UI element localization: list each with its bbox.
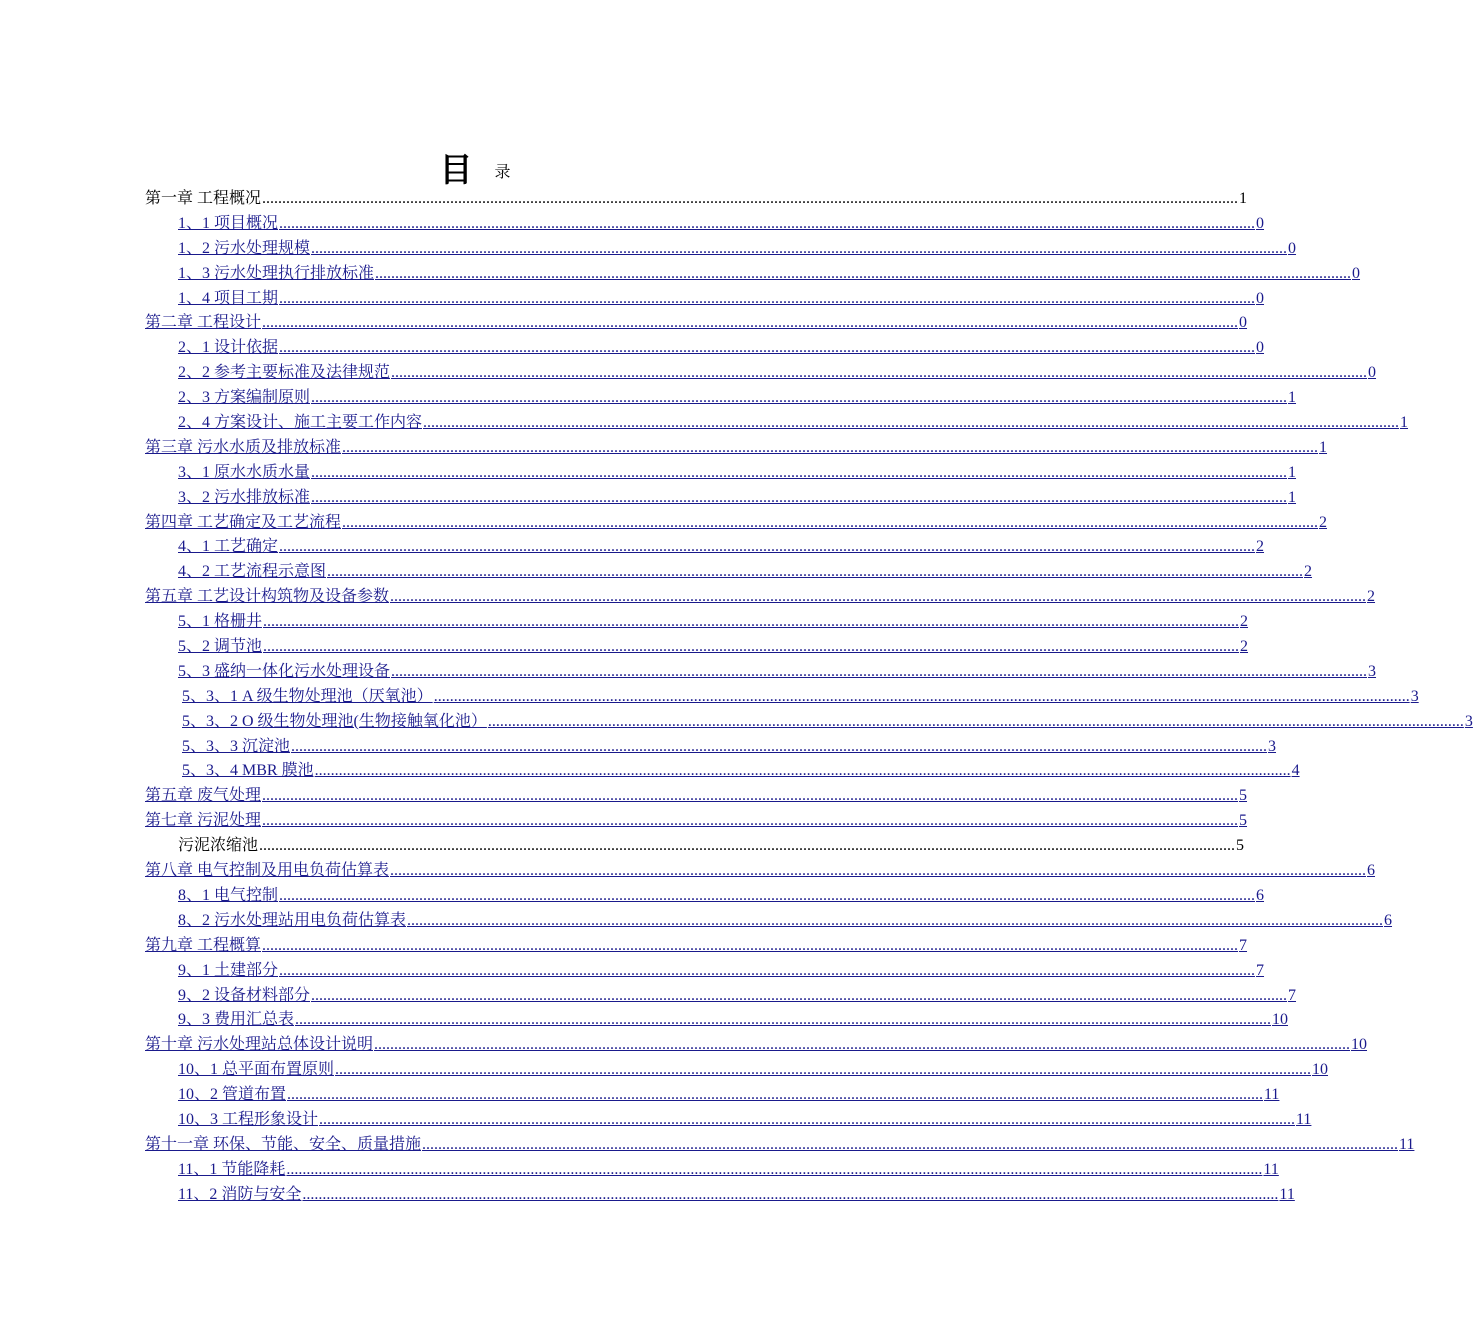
toc-dot-leader (391, 361, 1367, 386)
toc-entry-page-number: 10 (1312, 1061, 1329, 1079)
toc-entry-label: 第七章 污泥处理 (145, 812, 262, 830)
toc-entry[interactable] (145, 461, 1297, 486)
toc-entry[interactable] (145, 610, 1249, 635)
toc-entry-page-number: 6 (1256, 886, 1265, 904)
toc-entry-page-number: 3 (1268, 737, 1277, 755)
toc-dot-leader (291, 735, 1267, 760)
toc-entry-label: 第十章 污水处理站总体设计说明 (145, 1036, 374, 1054)
toc-entry[interactable] (145, 1183, 1295, 1208)
toc-entry[interactable] (145, 1133, 1415, 1158)
toc-entry[interactable] (145, 237, 1297, 262)
toc-entry-label: 11、2 消防与安全 (178, 1185, 302, 1203)
toc-dot-leader (287, 1083, 1263, 1108)
toc-dot-leader (259, 834, 1235, 859)
toc-entry[interactable] (145, 311, 1248, 336)
toc-entry-page-number: 0 (1256, 339, 1265, 357)
toc-entry-page-number: 2 (1319, 513, 1328, 531)
toc-entry[interactable] (145, 1008, 1289, 1033)
toc-entry[interactable] (145, 710, 1473, 735)
toc-entry-page-number: 1 (1288, 488, 1297, 506)
toc-entry-page-number: 1 (1239, 190, 1248, 207)
toc-entry-page-number: 11 (1263, 1160, 1279, 1178)
toc-entry-label: 2、2 参考主要标准及法律规范 (178, 364, 391, 382)
toc-dot-leader (319, 1108, 1295, 1133)
toc-entry-label: 9、3 费用汇总表 (178, 1011, 295, 1029)
toc-entry-label: 5、3、2 O 级生物处理池(生物接触氧化池） (182, 712, 487, 730)
toc-dot-leader (262, 311, 1238, 336)
toc-entry-page-number: 0 (1368, 364, 1377, 382)
toc-entry-page-number: 0 (1256, 214, 1265, 232)
toc-entry-page-number: 5 (1236, 837, 1245, 855)
toc-entry[interactable] (145, 511, 1328, 536)
toc-entry-label: 1、2 污水处理规模 (178, 239, 311, 257)
toc-entry-label: 第一章 工程概况 (145, 190, 262, 207)
toc-entry-page-number: 11 (1399, 1135, 1415, 1153)
toc-entry-page-number: 2 (1304, 563, 1313, 581)
toc-dot-leader (311, 237, 1287, 262)
toc-entry-page-number: 1 (1319, 438, 1328, 456)
toc-entry-label: 9、2 设备材料部分 (178, 986, 311, 1004)
toc-dot-leader (295, 1008, 1271, 1033)
toc-dot-leader (390, 585, 1366, 610)
toc-entry[interactable] (145, 685, 1419, 710)
toc-entry-label: 4、1 工艺确定 (178, 538, 279, 556)
toc-title (0, 140, 950, 189)
toc-entry-page-number: 0 (1239, 314, 1248, 332)
toc-entry-label: 第五章 废气处理 (145, 787, 262, 805)
toc-entry-label: 5、3、4 MBR 膜池 (182, 762, 314, 780)
toc-entry-label: 3、1 原水水质水量 (178, 463, 311, 481)
toc-dot-leader (279, 212, 1255, 237)
toc-entry[interactable] (145, 585, 1376, 610)
toc-entry[interactable] (145, 959, 1265, 984)
toc-entry-label: 9、1 土建部分 (178, 961, 279, 979)
toc-entry-label: 5、3 盛纳一体化污水处理设备 (178, 662, 391, 680)
toc-dot-leader (391, 660, 1367, 685)
toc-entry-page-number: 7 (1256, 961, 1265, 979)
toc-entry[interactable] (145, 1083, 1280, 1108)
toc-dot-leader (279, 959, 1255, 984)
toc-entry[interactable] (145, 486, 1297, 511)
toc-entry-page-number: 3 (1410, 687, 1419, 705)
toc-dot-leader (279, 336, 1255, 361)
toc-entry-label: 5、3、1 A 级生物处理池（厌氧池） (182, 687, 433, 705)
toc-entry[interactable] (145, 735, 1277, 760)
toc-dot-leader (311, 486, 1287, 511)
toc-entry-label: 第四章 工艺确定及工艺流程 (145, 513, 342, 531)
toc-entry-page-number: 1 (1288, 463, 1297, 481)
toc-dot-leader (279, 535, 1255, 560)
toc-entry-label: 10、2 管道布置 (178, 1086, 287, 1104)
toc-entry-page-number: 1 (1288, 389, 1297, 407)
toc-entry[interactable] (145, 1158, 1279, 1183)
toc-entry[interactable] (145, 1108, 1312, 1133)
table-of-contents (145, 187, 1473, 1208)
toc-dot-leader (263, 610, 1239, 635)
toc-entry-label: 5、1 格栅井 (178, 613, 263, 631)
toc-dot-leader (488, 710, 1464, 735)
toc-dot-leader (279, 884, 1255, 909)
toc-dot-leader (342, 511, 1318, 536)
toc-dot-leader (311, 461, 1287, 486)
toc-entry-page-number: 6 (1384, 911, 1393, 929)
toc-entry-label: 8、1 电气控制 (178, 886, 279, 904)
toc-entry[interactable] (145, 984, 1297, 1009)
toc-entry[interactable] (145, 361, 1377, 386)
toc-entry[interactable] (145, 1033, 1368, 1058)
toc-entry-label: 1、3 污水处理执行排放标准 (178, 264, 375, 282)
toc-entry-page-number: 0 (1288, 239, 1297, 257)
toc-dot-leader (262, 187, 1238, 212)
toc-entry-page-number: 11 (1264, 1086, 1280, 1104)
toc-entry-page-number: 0 (1256, 289, 1265, 307)
toc-entry-label: 第九章 工程概算 (145, 936, 262, 954)
toc-entry-label: 2、4 方案设计、施工主要工作内容 (178, 414, 423, 432)
toc-entry-page-number: 0 (1352, 264, 1361, 282)
toc-entry-page-number: 2 (1367, 588, 1376, 606)
toc-dot-leader (286, 1158, 1262, 1183)
toc-dot-leader (342, 436, 1318, 461)
toc-entry-label: 11、1 节能降耗 (178, 1160, 286, 1178)
toc-dot-leader (311, 984, 1287, 1009)
toc-dot-leader (263, 635, 1239, 660)
toc-entry-label: 第五章 工艺设计构筑物及设备参数 (145, 588, 390, 606)
toc-entry-label: 5、3、3 沉淀池 (182, 737, 291, 755)
toc-entry[interactable] (145, 212, 1265, 237)
toc-title-sub: 录 (494, 162, 511, 181)
toc-entry-page-number: 6 (1367, 862, 1376, 880)
toc-entry[interactable] (145, 809, 1248, 834)
toc-entry-label: 3、2 污水排放标准 (178, 488, 311, 506)
toc-entry (145, 834, 1245, 859)
toc-entry[interactable] (145, 859, 1376, 884)
toc-entry-label: 4、2 工艺流程示意图 (178, 563, 327, 581)
toc-dot-leader (315, 759, 1291, 784)
toc-entry[interactable] (145, 909, 1393, 934)
toc-dot-leader (422, 1133, 1398, 1158)
toc-entry[interactable] (145, 535, 1265, 560)
toc-entry[interactable] (145, 660, 1377, 685)
toc-entry[interactable] (145, 784, 1248, 809)
toc-dot-leader (327, 560, 1303, 585)
toc-dot-leader (262, 784, 1238, 809)
toc-entry-page-number: 1 (1400, 414, 1409, 432)
toc-entry-page-number: 5 (1239, 787, 1248, 805)
toc-entry-label: 1、4 项目工期 (178, 289, 279, 307)
toc-entry-page-number: 2 (1240, 638, 1249, 656)
toc-entry-page-number: 2 (1240, 613, 1249, 631)
toc-title-main: 目 (439, 150, 473, 189)
toc-entry[interactable] (145, 336, 1265, 361)
toc-entry[interactable] (145, 262, 1361, 287)
toc-dot-leader (423, 411, 1399, 436)
toc-entry-label: 2、3 方案编制原则 (178, 389, 311, 407)
toc-entry-page-number: 2 (1256, 538, 1265, 556)
toc-entry-label: 1、1 项目概况 (178, 214, 279, 232)
toc-entry-page-number: 3 (1464, 712, 1473, 730)
toc-entry[interactable] (145, 386, 1297, 411)
toc-entry-label: 5、2 调节池 (178, 638, 263, 656)
toc-dot-leader (434, 685, 1410, 710)
toc-entry-page-number: 7 (1239, 936, 1248, 954)
toc-dot-leader (407, 909, 1383, 934)
toc-dot-leader (302, 1183, 1278, 1208)
toc-dot-leader (311, 386, 1287, 411)
toc-entry-page-number: 3 (1368, 662, 1377, 680)
toc-entry-page-number: 4 (1291, 762, 1300, 780)
toc-dot-leader (279, 287, 1255, 312)
toc-entry-page-number: 5 (1239, 812, 1248, 830)
toc-dot-leader (335, 1058, 1311, 1083)
toc-entry[interactable] (145, 1058, 1329, 1083)
toc-entry-page-number: 10 (1272, 1011, 1289, 1029)
toc-entry[interactable] (145, 635, 1249, 660)
toc-entry[interactable] (145, 934, 1248, 959)
toc-entry[interactable] (145, 759, 1300, 784)
toc-entry-label: 10、3 工程形象设计 (178, 1110, 319, 1128)
toc-entry-label: 第八章 电气控制及用电负荷估算表 (145, 862, 390, 880)
toc-entry-label: 第三章 污水水质及排放标准 (145, 438, 342, 456)
toc-entry (145, 187, 1248, 212)
toc-dot-leader (262, 934, 1238, 959)
toc-dot-leader (262, 809, 1238, 834)
toc-entry-page-number: 7 (1288, 986, 1297, 1004)
toc-entry-page-number: 10 (1351, 1036, 1368, 1054)
toc-dot-leader (390, 859, 1366, 884)
toc-entry-label: 2、1 设计依据 (178, 339, 279, 357)
toc-entry[interactable] (145, 411, 1409, 436)
toc-entry-label: 第二章 工程设计 (145, 314, 262, 332)
toc-entry[interactable] (145, 287, 1265, 312)
toc-dot-leader (374, 1033, 1350, 1058)
toc-entry-label: 污泥浓缩池 (178, 837, 259, 855)
toc-entry[interactable] (145, 560, 1313, 585)
toc-entry-label: 10、1 总平面布置原则 (178, 1061, 335, 1079)
toc-entry-page-number: 11 (1296, 1110, 1312, 1128)
toc-entry-label: 8、2 污水处理站用电负荷估算表 (178, 911, 407, 929)
toc-entry[interactable] (145, 436, 1328, 461)
toc-entry-page-number: 11 (1279, 1185, 1295, 1203)
toc-entry-label: 第十一章 环保、节能、安全、质量措施 (145, 1135, 422, 1153)
toc-entry[interactable] (145, 884, 1265, 909)
toc-dot-leader (375, 262, 1351, 287)
